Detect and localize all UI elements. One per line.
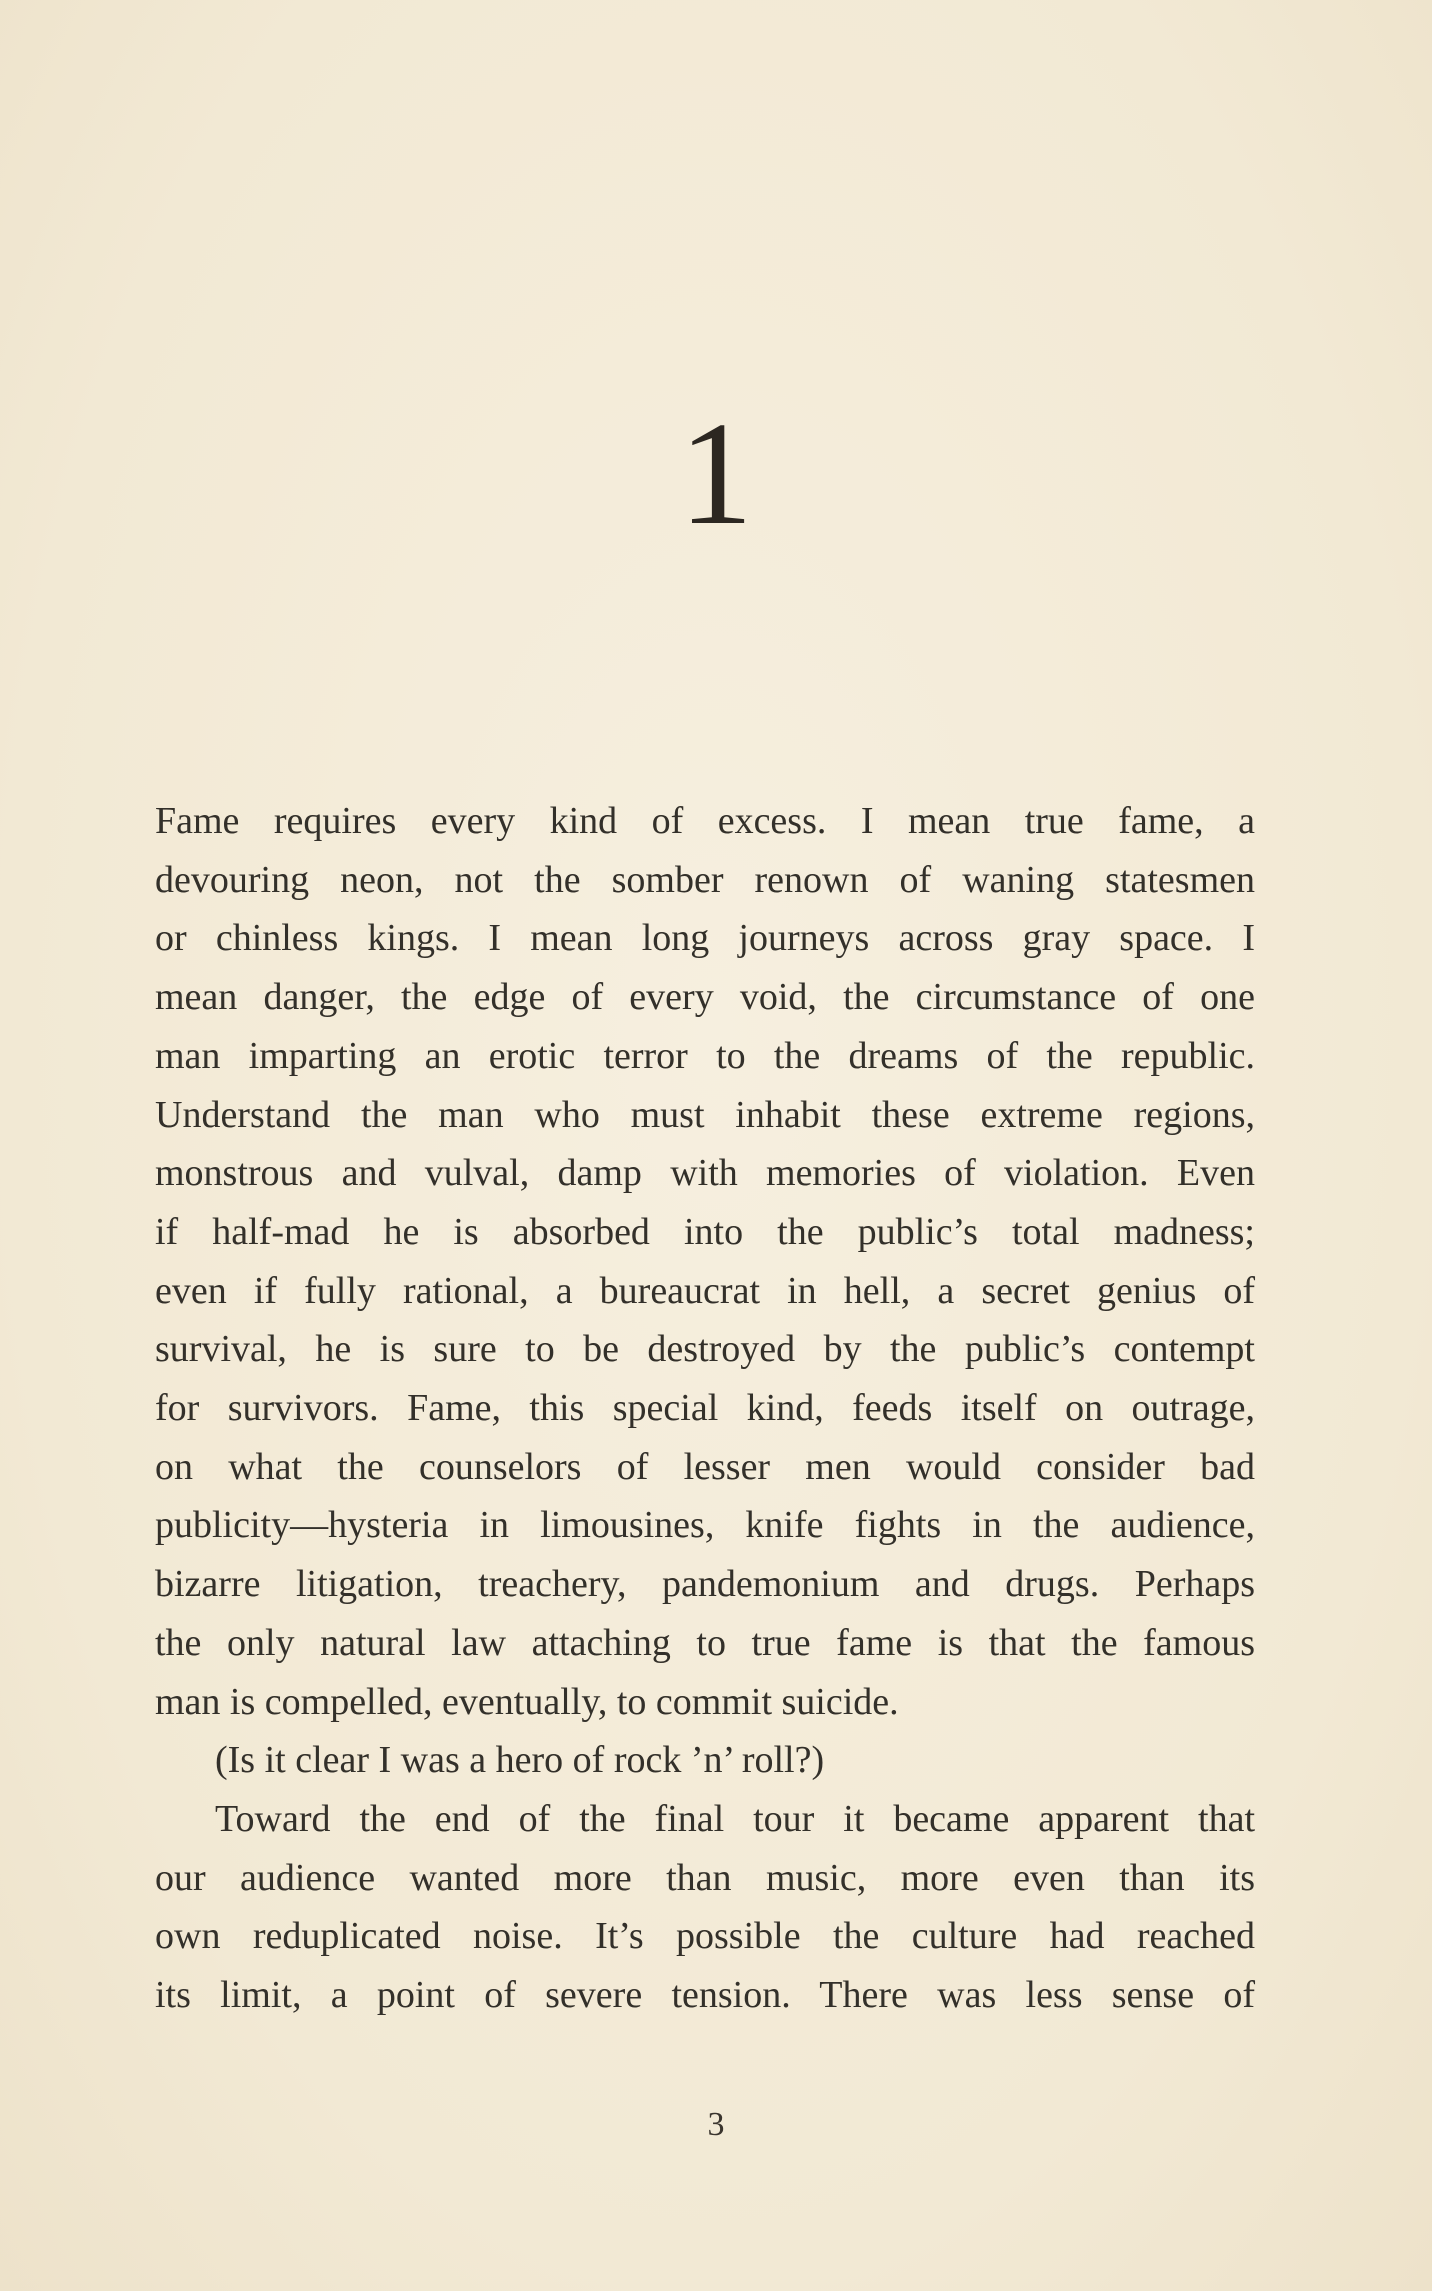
text-line: publicity—hysteria in limousines, knife fights in the audience, [155, 1504, 1255, 1547]
text-line: mean danger, the edge of every void, the circumstance of one [155, 976, 1255, 1019]
text-line: the only natural law attaching to true fame is that the famous [155, 1621, 1255, 1664]
text-line: Toward the end of the final tour it became apparent that [215, 1797, 1255, 1840]
text-line: (Is it clear I was a hero of rock ’n’ roll?) [215, 1739, 825, 1782]
text-line: bizarre litigation, treachery, pandemonium and drugs. Perhaps [155, 1563, 1255, 1606]
body-text [155, 792, 1255, 2025]
text-line: even if fully rational, a bureaucrat in hell, a secret genius of [155, 1269, 1255, 1312]
page-number: 3 [707, 2106, 725, 2143]
text-line: our audience wanted more than music, more even than its [155, 1856, 1255, 1899]
text-line: monstrous and vulval, damp with memories of violation. Even [155, 1152, 1255, 1195]
text-line: man imparting an erotic terror to the dreams of the republic. [155, 1034, 1255, 1077]
text-line: man is compelled, eventually, to commit suicide. [155, 1680, 899, 1723]
chapter-number: 1 [679, 392, 753, 556]
text-line: survival, he is sure to be destroyed by the public’s contempt [155, 1328, 1255, 1371]
text-line: if half-mad he is absorbed into the public’s total madness; [155, 1210, 1255, 1253]
text-line: own reduplicated noise. It’s possible the culture had reached [155, 1915, 1255, 1958]
text-line: for survivors. Fame, this special kind, feeds itself on outrage, [155, 1387, 1255, 1430]
text-line: on what the counselors of lesser men would consider bad [155, 1445, 1255, 1488]
text-line: devouring neon, not the somber renown of waning statesmen [155, 858, 1255, 901]
text-line: its limit, a point of severe tension. There was less sense of [155, 1974, 1255, 2017]
text-line: Fame requires every kind of excess. I mean true fame, a [155, 800, 1255, 842]
text-line: Understand the man who must inhabit these extreme regions, [155, 1093, 1255, 1136]
text-line: or chinless kings. I mean long journeys across gray space. I [155, 917, 1255, 960]
